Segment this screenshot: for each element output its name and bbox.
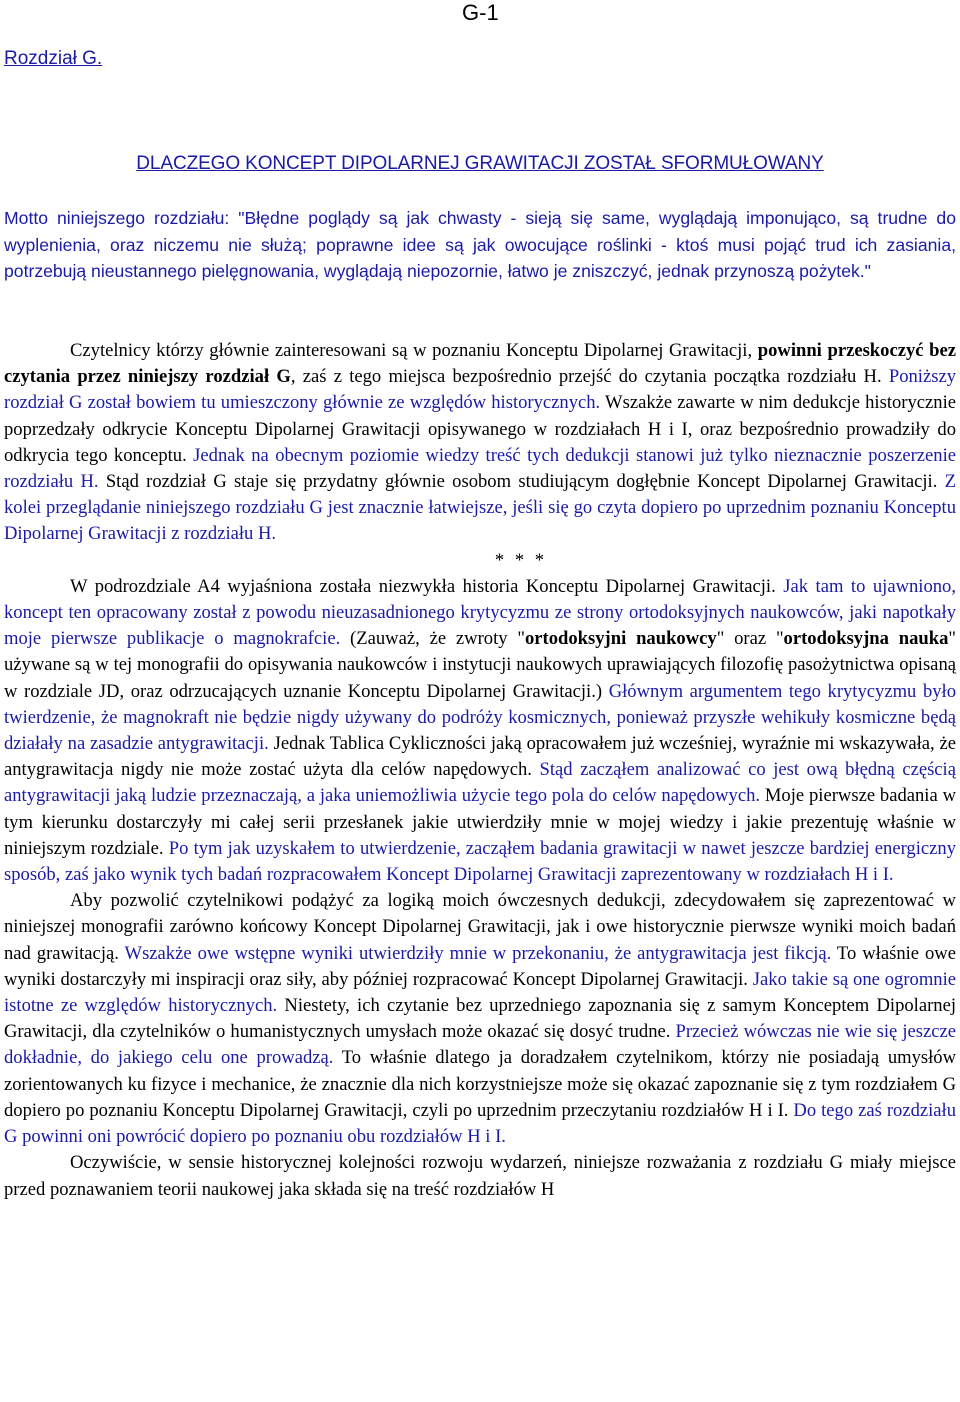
term-orthodox-science: ortodoksyjna nauka — [783, 628, 949, 650]
p1-sentence-4: Poniższy rozdział G został bowiem tu umieszczony głównie ze względów historycznych. — [4, 366, 956, 414]
p1-sentence-5: Wszakże zawarte w nim dedukcje historycznie poprzedzały odkrycie Konceptu Dipolarnej Grawitacji opisywanego w rozdziałach H i I, oraz bezpośrednio prowadziły do odkrycia tego konceptu. — [4, 392, 956, 466]
p3-sentence-2: Wszakże owe wstępne wyniki utwierdziły mnie w przekonaniu, że antygrawitacja jest fikcją. — [118, 942, 832, 964]
p3-sentence-5: Niestety, ich czytanie bez uprzedniego zapoznania się z samym Konceptem Dipolarnej Grawitacji, dla czytelników o humanistycznych umysłach może okazać się dosyć trudne. — [4, 995, 956, 1043]
paragraph-history — [4, 574, 956, 888]
p1-sentence-6: Jednak na obecnym poziomie wiedzy treść tych dedukcji stanowi już tylko nieznacznie poszerzenie rozdziału H. — [4, 444, 956, 493]
p2-sentence-4: Głównym argumentem tego krytycyzmu było twierdzenie, że magnokraft nie będzie nigdy używany do podróży kosmicznych, ponieważ przyszłe wehikuły kosmiczne będą działały na zasadzie antygrawitacji. — [4, 680, 957, 755]
p3-sentence-6: Przecież wówczas nie wie się jeszcze dokładnie, do jakiego celu one prowadzą. — [4, 1021, 957, 1069]
p3-sentence-8: Do tego zaś rozdziału G powinni oni powrócić dopiero po poznaniu obu rozdziałów H i I. — [4, 1099, 956, 1148]
p2-sentence-7: Moje pierwsze badania w tym kierunku dostarczyły mi całej serii przesłanek jakie utwierdziły mnie w mojej wiedzy i jakie prezentuję właśnie w niniejszym rozdziale. — [4, 785, 956, 859]
p2-sentence-6: Stąd zacząłem analizować co jest ową błędną częścią antygrawitacji jaką ludzie przeznaczają, a jaka uniemożliwia użycie tego pola do celów napędowych. — [4, 759, 956, 807]
chapter-title: DLACZEGO KONCEPT DIPOLARNEJ GRAWITACJI ZOSTAŁ SFORMUŁOWANY — [136, 153, 824, 174]
p3-sentence-4: Jako takie są one ogromnie istotne ze względów historycznych. — [4, 968, 956, 1017]
page-number: G-1 — [462, 0, 499, 25]
p2-sentence-5: Jednak Tablica Cykliczności jaką opracowałem już wcześniej, wyraźnie mi wskazywała, że antygrawitacja nigdy nie może zostać użyta dla celów napędowych. — [4, 733, 957, 781]
p2-sentence-3c: " używane są w tej monografii do opisywania naukowców i instytucji naukowych uprawiających filozofię pasożytnictwa opisaną w rozdziale JD, oraz odrzucających uznanie Konceptu Dipolarnej Grawitacji.) — [4, 628, 956, 702]
p1-sentence-3: , zaś z tego miejsca bezpośrednio przejść do czytania początka rozdziału H. — [290, 366, 882, 388]
section-separator: * * * — [494, 549, 548, 571]
chapter-body — [4, 338, 956, 1203]
p1-bold-skip-notice: powinni przeskoczyć bez czytania przez niniejszy rozdział G — [4, 340, 956, 388]
paragraph-intro — [4, 338, 956, 548]
paragraph-reader-guidance — [4, 888, 956, 1150]
motto: Motto niniejszego rozdziału: "Błędne poglądy są jak chwasty - sieją się same, wyglądają imponująco, są trudne do wyplenienia, oraz niczemu nie służą; poprawne idee są jak owocujące roślinki - ktoś musi pojąć trud ich zasiania, potrzebują nieustannego pielęgnowania, wyglądają niepozornie, łatwo je zniszczyć, jednak przynoszą pożytek." — [4, 208, 956, 281]
p1-sentence-1: Czytelnicy którzy głównie zainteresowani są w poznaniu Konceptu Dipolarnej Grawitacji, — [70, 340, 753, 361]
p1-sentence-8: Z kolei przeglądanie niniejszego rozdziału G jest znacznie łatwiejsze, jeśli się go czyta dopiero po uprzednim poznaniu Konceptu Dipolarnej Grawitacji z rozdziału H. — [4, 471, 956, 545]
p4-sentence-1: Oczywiście, w sensie historycznej kolejności rozwoju wydarzeń, niniejsze rozważania z rozdziału G miały miejsce przed poznawaniem teorii naukowej jaka składa się na treść rozdziałów H — [4, 1152, 956, 1200]
p2-sentence-1: W podrozdziale A4 wyjaśniona została niezwykła historia Konceptu Dipolarnej Grawitacji. — [70, 575, 776, 597]
term-orthodox-scientists: ortodoksyjni naukowcy — [525, 628, 717, 650]
p2-sentence-3b: " oraz " — [716, 628, 784, 650]
paragraph-chronology — [4, 1150, 956, 1202]
chapter-label: Rozdział G. — [4, 48, 103, 69]
p1-sentence-7: Stąd rozdział G staje się przydatny głównie osobom studiującym dogłębnie Koncept Dipolarnej Grawitacji. — [98, 471, 938, 493]
p2-sentence-8: Po tym jak uzyskałem to utwierdzenie, zacząłem badania grawitacji w nawet jeszcze bardziej energiczny sposób, zaś jako wynik tych badań rozpracowałem Koncept Dipolarnej Grawitacji zaprezentowany w rozdziałach H i I. — [4, 837, 956, 886]
p3-sentence-3: To właśnie owe wyniki dostarczyły mi inspiracji oraz siły, aby później rozpracować Koncept Dipolarnej Grawitacji. — [4, 942, 956, 990]
p2-sentence-2: Jak tam to ujawniono, koncept ten opracowany został z powodu nieuzasadnionego krytycyzmu ze strony ortodoksyjnych naukowców, jaki napotkały moje pierwsze publikacje o magnokrafcie. — [4, 575, 957, 650]
p2-sentence-3a: (Zauważ, że zwroty " — [340, 628, 525, 650]
p3-sentence-7: To właśnie dlatego ja doradzałem czytelnikom, którzy nie posiadają umysłów zorientowanych ku fizyce i mechanice, że znacznie dla nich korzystniejsze może się okazać zapoznanie się z tym rozdziałem G dopiero po poznaniu Konceptu Dipolarnej Grawitacji, czyli po uprzednim przeczytaniu rozdziałów H i I. — [4, 1047, 956, 1121]
p3-sentence-1: Aby pozwolić czytelnikowi podążyć za logiką moich ówczesnych dedukcji, zdecydowałem się zaprezentować w niniejszej monografii zarówno końcowy Koncept Dipolarnej Grawitacji, jak i owe historycznie pierwsze wyniki moich badań nad grawitacją. — [4, 890, 956, 964]
